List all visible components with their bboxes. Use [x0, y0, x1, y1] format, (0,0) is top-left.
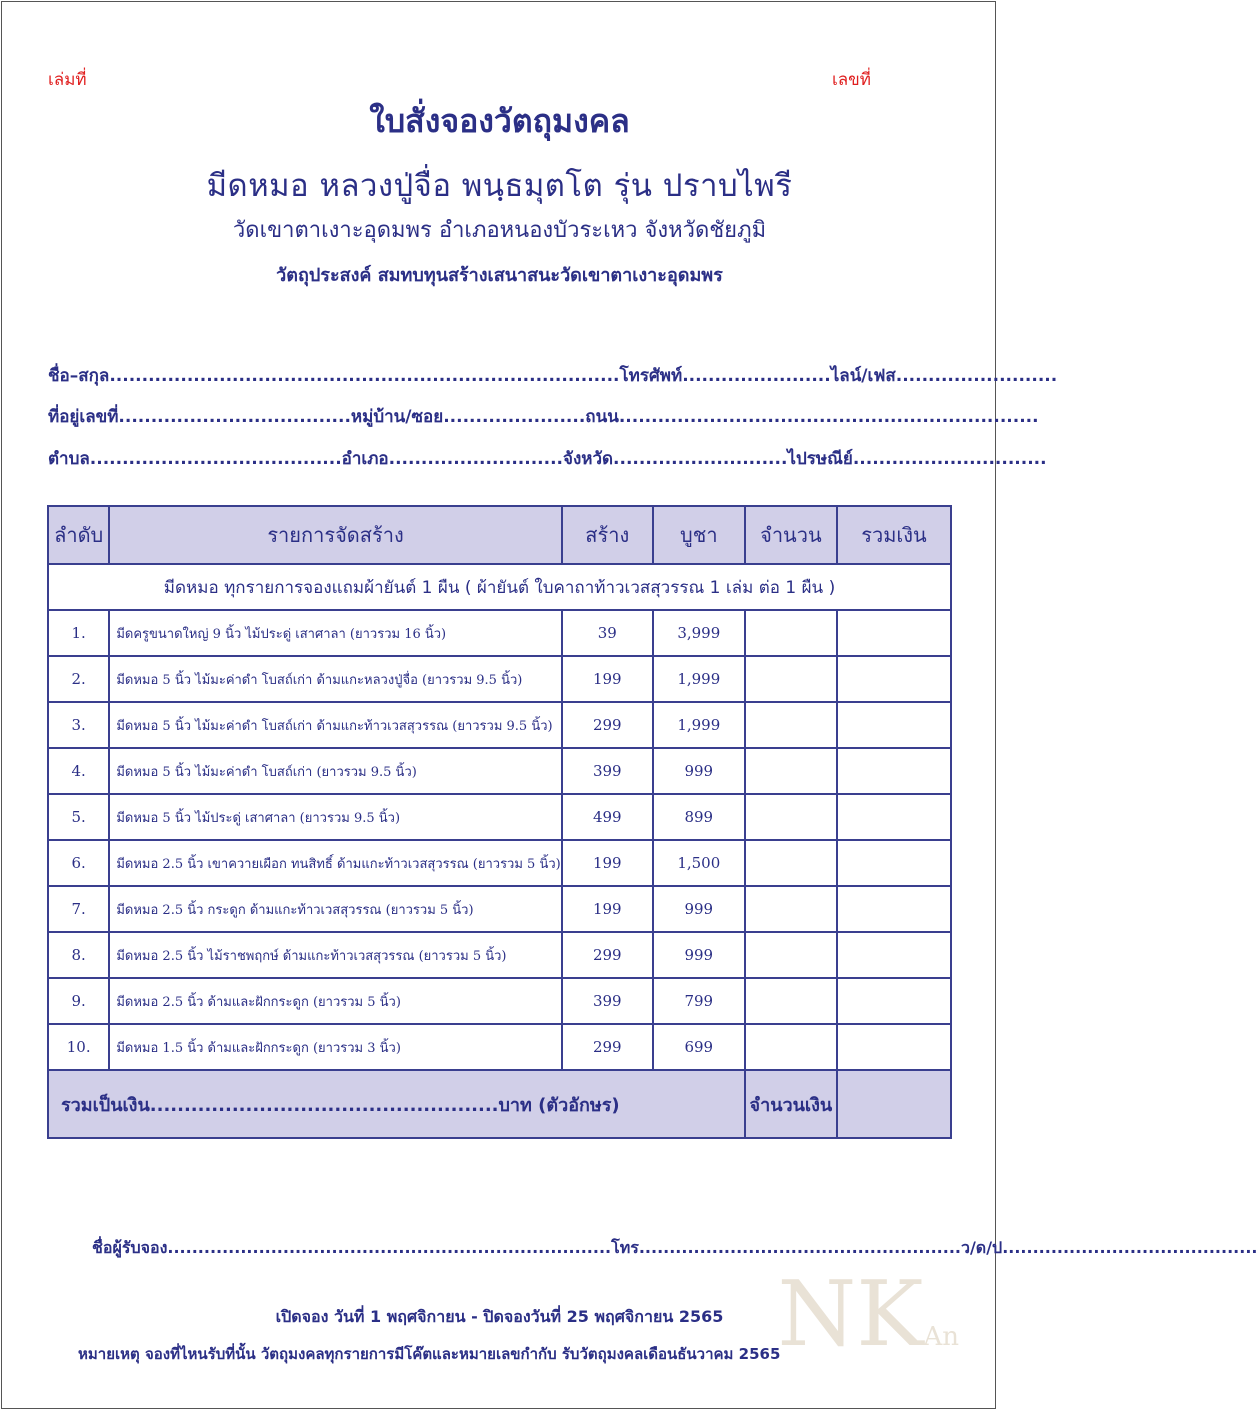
- row-item: มีดหมอ 5 นิ้ว ไม้ประดู่ เสาศาลา (ยาวรวม 9.5 นิ้ว): [109, 794, 561, 840]
- row-price: 799: [653, 978, 745, 1024]
- table-row: [48, 1024, 951, 1070]
- row-item: มีดหมอ 5 นิ้ว ไม้มะค่าดำ โบสถ์เก่า ด้ามแกะหลวงปู่จื่อ (ยาวรวม 9.5 นิ้ว): [109, 656, 561, 702]
- row-item: มีดหมอ 1.5 นิ้ว ด้ามและฝักกระดูก (ยาวรวม 3 นิ้ว): [109, 1024, 561, 1070]
- row-price: 1,999: [653, 702, 745, 748]
- row-number: 7.: [48, 886, 109, 932]
- total-amount-label: จำนวนเงิน: [745, 1070, 837, 1138]
- header-qty: จำนวน: [745, 506, 837, 564]
- row-item: มีดหมอ 2.5 นิ้ว ด้ามและฝักกระดูก (ยาวรวม 5 นิ้ว): [109, 978, 561, 1024]
- table-row: [48, 656, 951, 702]
- row-sum-field[interactable]: [837, 886, 951, 932]
- row-make-count: 199: [562, 840, 653, 886]
- table-header-row: [48, 506, 951, 564]
- row-item: มีดหมอ 2.5 นิ้ว กระดูก ด้ามแกะท้าวเวสสุวรรณ (ยาวรวม 5 นิ้ว): [109, 886, 561, 932]
- row-make-count: 499: [562, 794, 653, 840]
- table-note: มีดหมอ ทุกรายการจองแถมผ้ายันต์ 1 ผืน ( ผ้ายันต์ ใบคาถาท้าวเวสสุวรรณ 1 เล่ม ต่อ 1 ผืน ): [48, 564, 951, 610]
- page-subtitle: มีดหมอ หลวงปู่จื่อ พนฺธมุตโต รุ่น ปราบไพรี: [206, 168, 793, 204]
- row-sum-field[interactable]: [837, 840, 951, 886]
- row-sum-field[interactable]: [837, 794, 951, 840]
- book-number-label: เล่มที่: [48, 70, 87, 90]
- form-address-line[interactable]: ที่อยู่เลขที่....................................หมู่บ้าน/ซอย......................ถนน.................................................................: [48, 407, 1039, 427]
- row-price: 999: [653, 932, 745, 978]
- row-item: มีดหมอ 2.5 นิ้ว เขาควายเผือก ทนสิทธิ์ ด้ามแกะท้าวเวสสุวรรณ (ยาวรวม 5 นิ้ว): [109, 840, 561, 886]
- row-sum-field[interactable]: [837, 932, 951, 978]
- row-price: 699: [653, 1024, 745, 1070]
- page-title: ใบสั่งจองวัตถุมงคล: [369, 102, 630, 140]
- table-note-row: [48, 564, 951, 610]
- row-make-count: 199: [562, 656, 653, 702]
- header-sum: รวมเงิน: [837, 506, 951, 564]
- row-price: 1,500: [653, 840, 745, 886]
- row-qty-field[interactable]: [745, 794, 837, 840]
- order-table: [47, 505, 952, 1139]
- row-price: 3,999: [653, 610, 745, 656]
- row-qty-field[interactable]: [745, 932, 837, 978]
- header-make: สร้าง: [562, 506, 653, 564]
- receiver-signature-line[interactable]: ชื่อผู้รับจอง.........................................................................โทร.....................................................ว/ด/ป..........................................: [92, 1238, 1257, 1257]
- row-make-count: 39: [562, 610, 653, 656]
- row-make-count: 199: [562, 886, 653, 932]
- row-sum-field[interactable]: [837, 656, 951, 702]
- row-number: 8.: [48, 932, 109, 978]
- table-row: [48, 794, 951, 840]
- total-in-words-field[interactable]: รวมเป็นเงิน...................................................บาท (ตัวอักษร): [48, 1070, 745, 1138]
- row-qty-field[interactable]: [745, 840, 837, 886]
- remark-line: หมายเหตุ จองที่ไหนรับที่นั้น วัตถุมงคลทุกรายการมีโค๊ตและหมายเลขกำกับ รับวัตถุมงคลเดือนธันวาคม 2565: [78, 1345, 781, 1363]
- row-qty-field[interactable]: [745, 886, 837, 932]
- watermark-logo: NKAn: [777, 1262, 959, 1367]
- row-sum-field[interactable]: [837, 978, 951, 1024]
- row-price: 999: [653, 886, 745, 932]
- row-number: 10.: [48, 1024, 109, 1070]
- row-qty-field[interactable]: [745, 702, 837, 748]
- row-number: 4.: [48, 748, 109, 794]
- form-name-line[interactable]: ชื่อ–สกุล...............................................................................โทรศัพท์.......................ไลน์/เฟส.........................: [48, 366, 1058, 386]
- purpose-line: วัตถุประสงค์ สมทบทุนสร้างเสนาสนะวัดเขาตาเงาะอุดมพร: [276, 265, 723, 286]
- document-number-label: เลขที่: [831, 70, 871, 90]
- row-price: 999: [653, 748, 745, 794]
- row-qty-field[interactable]: [745, 656, 837, 702]
- row-make-count: 399: [562, 978, 653, 1024]
- row-number: 3.: [48, 702, 109, 748]
- row-qty-field[interactable]: [745, 610, 837, 656]
- header-price: บูชา: [653, 506, 745, 564]
- header-no: ลำดับ: [48, 506, 109, 564]
- table-row: [48, 932, 951, 978]
- row-number: 9.: [48, 978, 109, 1024]
- row-sum-field[interactable]: [837, 1024, 951, 1070]
- row-number: 2.: [48, 656, 109, 702]
- row-number: 6.: [48, 840, 109, 886]
- row-price: 899: [653, 794, 745, 840]
- row-make-count: 299: [562, 1024, 653, 1070]
- row-item: มีดครูขนาดใหญ่ 9 นิ้ว ไม้ประดู่ เสาศาลา (ยาวรวม 16 นิ้ว): [109, 610, 561, 656]
- row-make-count: 299: [562, 702, 653, 748]
- row-qty-field[interactable]: [745, 748, 837, 794]
- row-item: มีดหมอ 2.5 นิ้ว ไม้ราชพฤกษ์ ด้ามแกะท้าวเวสสุวรรณ (ยาวรวม 5 นิ้ว): [109, 932, 561, 978]
- row-make-count: 299: [562, 932, 653, 978]
- total-row: [48, 1070, 951, 1138]
- row-number: 5.: [48, 794, 109, 840]
- table-row: [48, 748, 951, 794]
- row-item: มีดหมอ 5 นิ้ว ไม้มะค่าดำ โบสถ์เก่า ด้ามแกะท้าวเวสสุวรรณ (ยาวรวม 9.5 นิ้ว): [109, 702, 561, 748]
- row-qty-field[interactable]: [745, 1024, 837, 1070]
- row-sum-field[interactable]: [837, 610, 951, 656]
- row-item: มีดหมอ 5 นิ้ว ไม้มะค่าดำ โบสถ์เก่า (ยาวรวม 9.5 นิ้ว): [109, 748, 561, 794]
- total-amount-field[interactable]: [837, 1070, 951, 1138]
- table-row: [48, 610, 951, 656]
- booking-period: เปิดจอง วันที่ 1 พฤศจิกายน - ปิดจองวันที่ 25 พฤศจิกายน 2565: [275, 1307, 724, 1326]
- table-row: [48, 886, 951, 932]
- row-make-count: 399: [562, 748, 653, 794]
- form-district-line[interactable]: ตำบล.......................................อำเภอ...........................จังหวัด...........................ไปรษณีย์..............................: [48, 449, 1047, 469]
- table-row: [48, 702, 951, 748]
- row-qty-field[interactable]: [745, 978, 837, 1024]
- row-sum-field[interactable]: [837, 702, 951, 748]
- temple-address: วัดเขาตาเงาะอุดมพร อำเภอหนองบัวระเหว จังหวัดชัยภูมิ: [232, 218, 767, 243]
- header-item: รายการจัดสร้าง: [109, 506, 561, 564]
- row-price: 1,999: [653, 656, 745, 702]
- table-row: [48, 978, 951, 1024]
- row-number: 1.: [48, 610, 109, 656]
- row-sum-field[interactable]: [837, 748, 951, 794]
- table-row: [48, 840, 951, 886]
